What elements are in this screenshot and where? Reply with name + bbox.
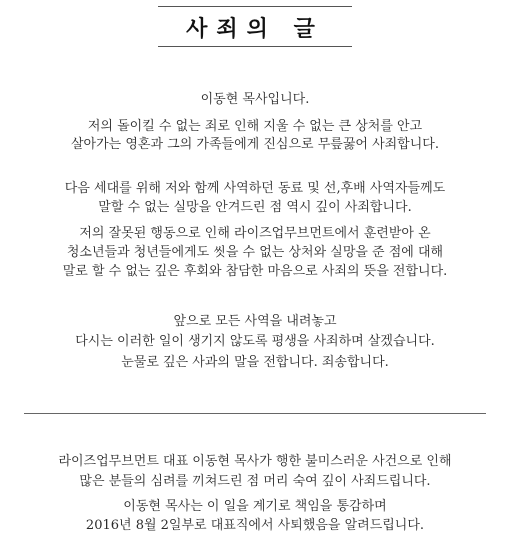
paragraph-line: 저의 잘못된 행동으로 인해 라이즈업무브먼트에서 훈련받아 온 (79, 226, 431, 241)
section-divider (24, 413, 486, 414)
notice-line: 많은 분들의 심려를 끼쳐드린 점 머리 숙여 깊이 사죄드립니다. (79, 474, 431, 489)
paragraph-line: 눈물로 깊은 사과의 말을 전합니다. 죄송합니다. (121, 355, 389, 370)
notice-line: 2016년 8월 2일부로 대표직에서 사퇴했음을 알려드립니다. (85, 518, 425, 533)
paragraph-line: 살아가는 영혼과 그의 가족들에게 진심으로 무릎꿇어 사죄합니다. (71, 137, 439, 152)
greeting-line: 이동현 목사입니다. (200, 92, 310, 107)
paragraph-line: 저의 돌이킬 수 없는 죄로 인해 지울 수 없는 큰 상처를 안고 (87, 119, 423, 134)
paragraph-line: 청소년들과 청년들에게도 씻을 수 없는 상처와 실망을 준 점에 대해 (66, 245, 444, 260)
title-bottom-rule (158, 46, 352, 47)
title-top-rule (158, 6, 352, 7)
notice-line: 라이즈업무브먼트 대표 이동현 목사가 행한 불미스러운 사건으로 인해 (58, 454, 452, 469)
letter-title: 사죄의 글 (186, 17, 324, 42)
paragraph-line: 말로 할 수 없는 깊은 후회와 참담한 마음으로 사죄의 뜻을 전합니다. (62, 264, 448, 279)
paragraph-line: 다음 세대를 위해 저와 함께 사역하던 동료 및 선,후배 사역자들께도 (64, 181, 446, 196)
paragraph-line: 앞으로 모든 사역을 내려놓고 (173, 314, 337, 329)
notice-line: 이동현 목사는 이 일을 계기로 책임을 통감하며 (123, 499, 387, 514)
paragraph-line: 말할 수 없는 실망을 안겨드린 점 역시 깊이 사죄합니다. (98, 200, 412, 215)
paragraph-line: 다시는 이러한 일이 생기지 않도록 평생을 사죄하며 살겠습니다. (75, 334, 435, 349)
